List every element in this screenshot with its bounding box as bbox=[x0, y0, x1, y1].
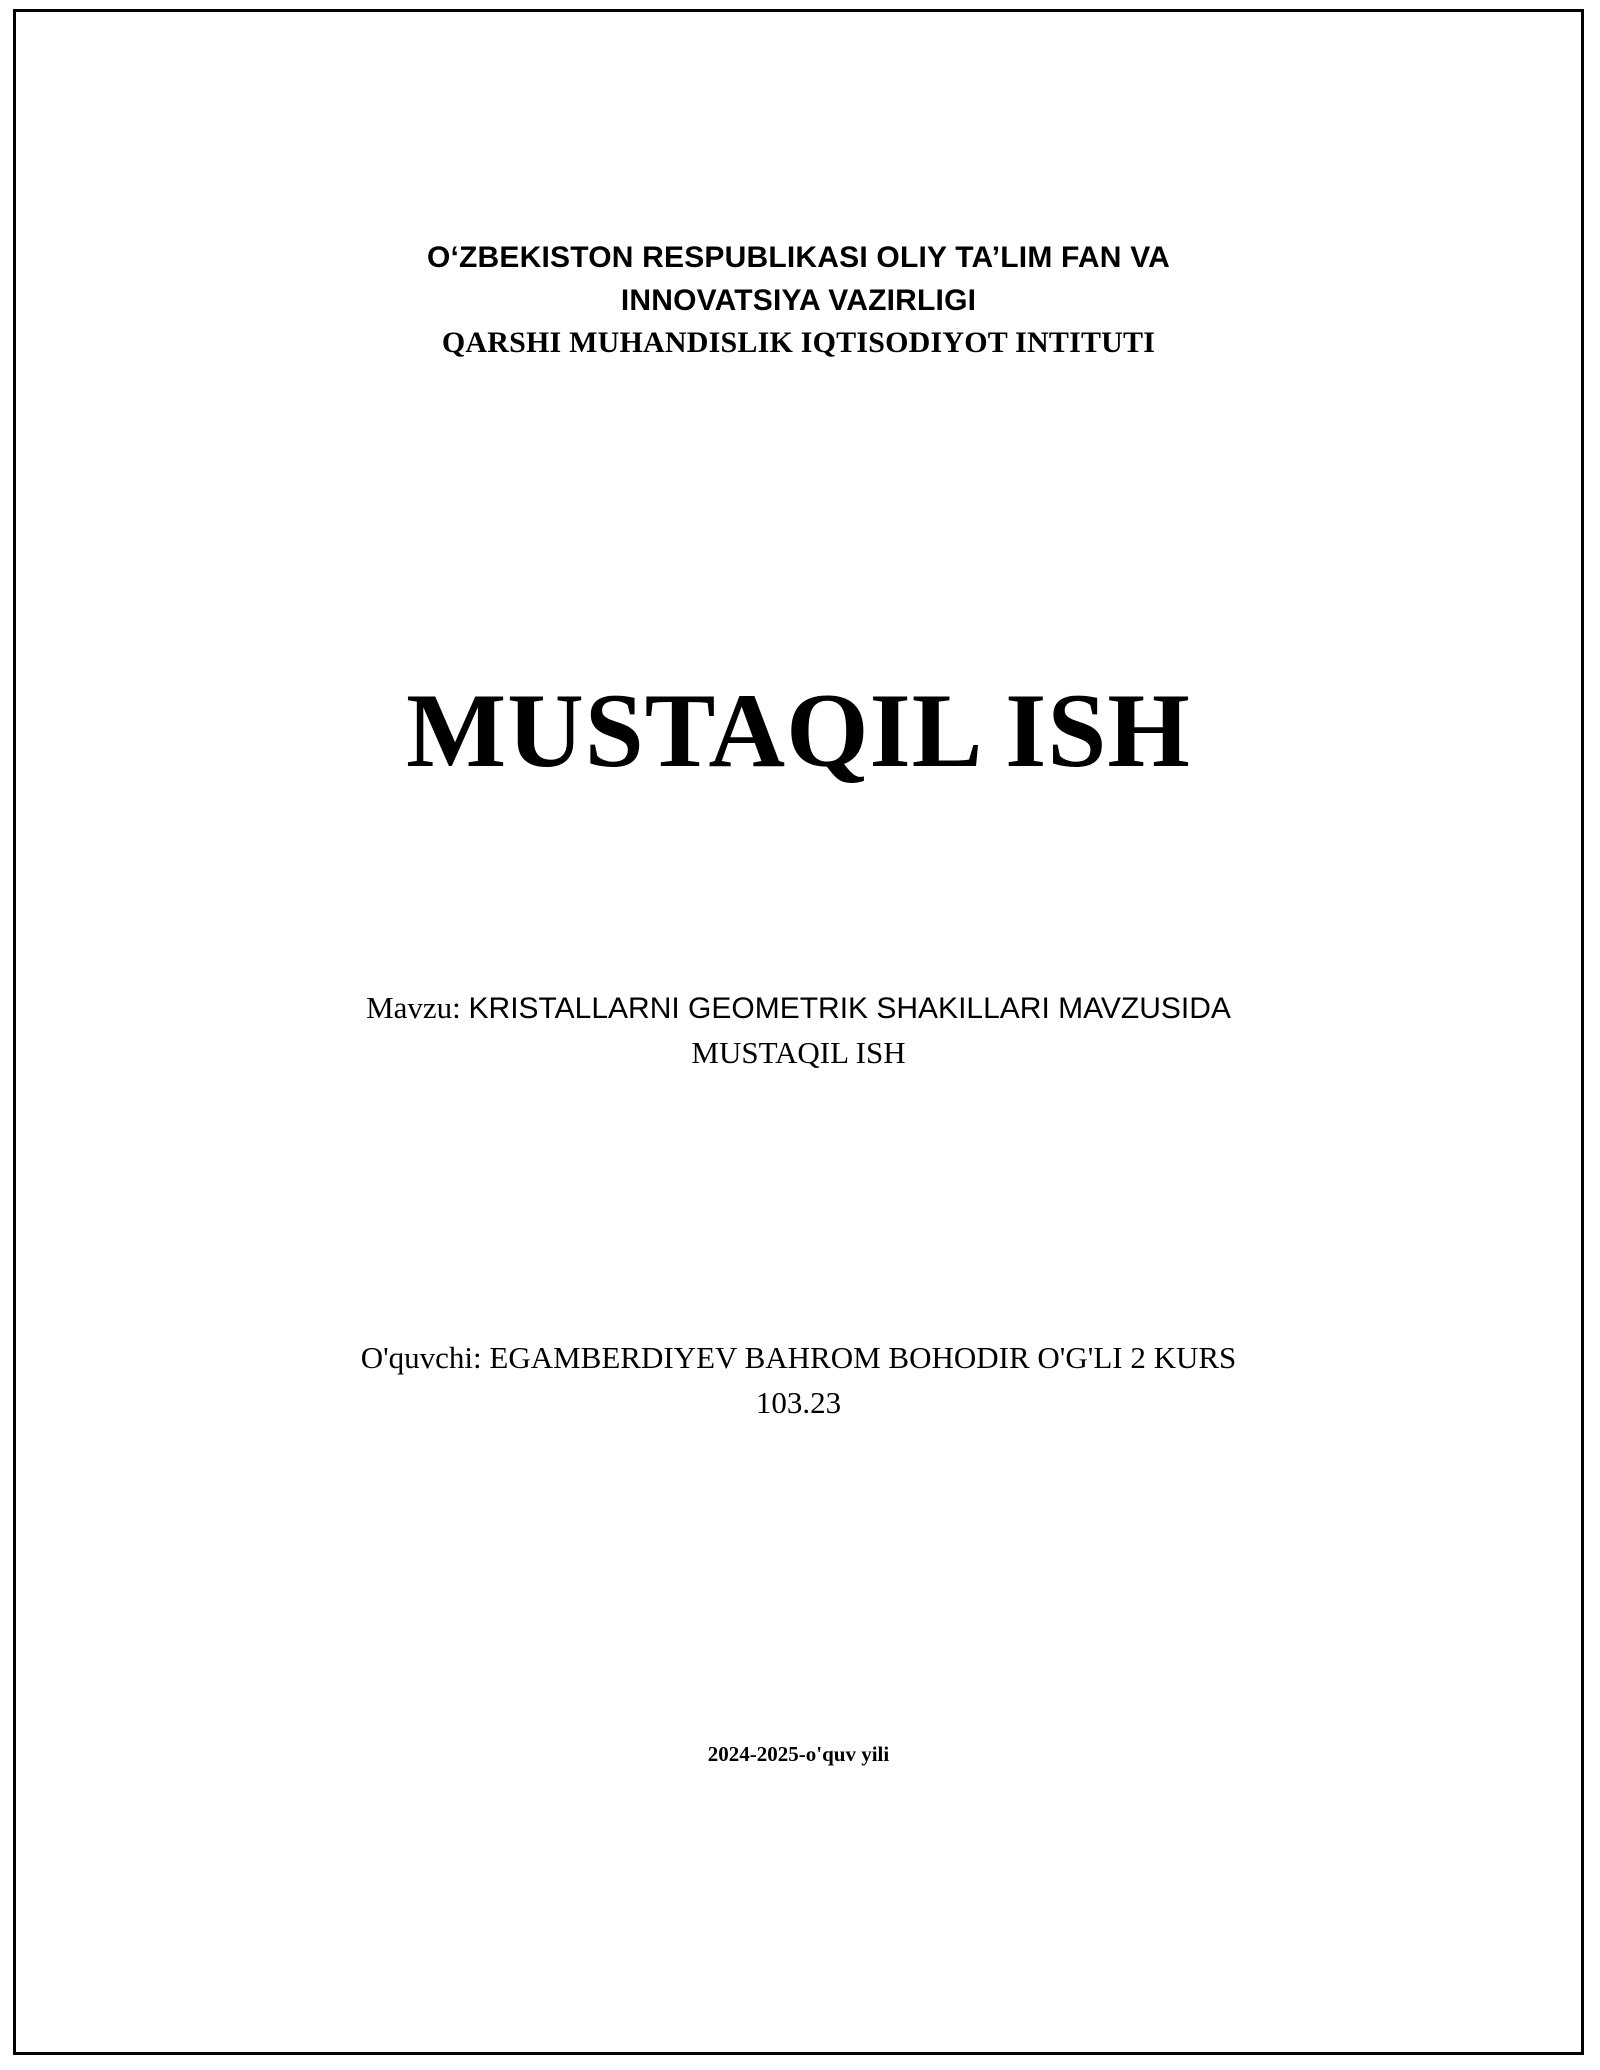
academic-year: 2024-2025-o'quv yili bbox=[707, 1742, 890, 1766]
subject-section bbox=[76, 986, 1521, 1076]
institute-name: QARSHI MUHANDISLIK IQTISODIYOT INTITUTI bbox=[441, 326, 1156, 360]
student-name-line: O'quvchi: EGAMBERDIYEV BAHROM BOHODIR O'G'LI 2 KURS bbox=[360, 1339, 1237, 1375]
footer bbox=[16, 1742, 1581, 1767]
student-section bbox=[76, 1336, 1521, 1426]
page-border-frame bbox=[13, 9, 1584, 2055]
page-content bbox=[16, 12, 1581, 2052]
institution-header bbox=[76, 237, 1521, 365]
ministry-line-1: O‘ZBEKISTON RESPUBLIKASI OLIY TA’LIM FAN VA bbox=[426, 241, 1171, 274]
subject-line-1 bbox=[76, 986, 1521, 1031]
subject-label: Mavzu: bbox=[366, 990, 461, 1026]
subject-line-2: MUSTAQIL ISH bbox=[691, 1035, 906, 1071]
student-group-line: 103.23 bbox=[755, 1384, 842, 1420]
subject-value: KRISTALLARNI GEOMETRIK SHAKILLARI MAVZUSIDA bbox=[468, 992, 1231, 1026]
page-title: MUSTAQIL ISH bbox=[406, 671, 1191, 789]
ministry-line-2: INNOVATSIYA VAZIRLIGI bbox=[620, 283, 977, 317]
